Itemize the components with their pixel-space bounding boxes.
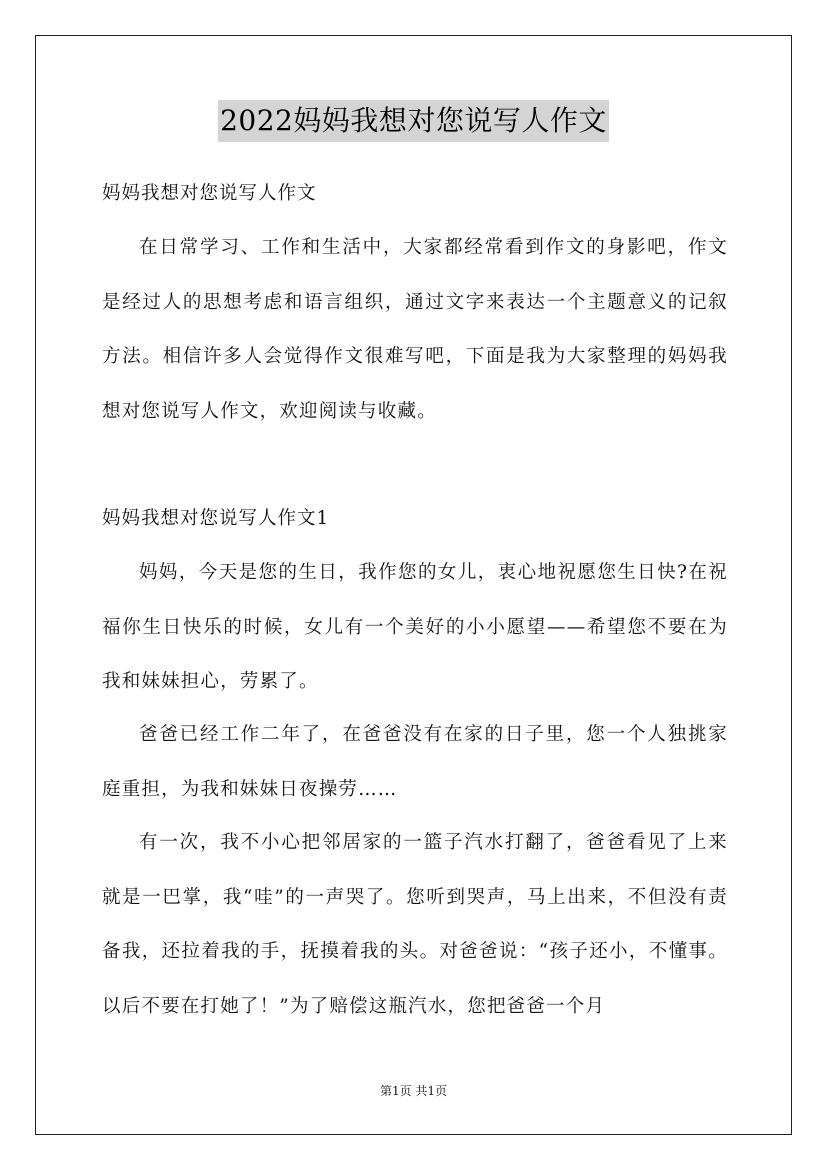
body-paragraph-1: 妈妈，今天是您的生日，我作您的女儿，衷心地祝愿您生日快?在祝福你生日快乐的时候，女儿有一个美好的小小愿望——希望您不要在为我和妹妹担心，劳累了。 (102, 562, 728, 692)
intro-paragraph: 在日常学习、工作和生活中，大家都经常看到作文的身影吧，作文是经过人的思想考虑和语言组织，通过文字来表达一个主题意义的记叙方法。相信许多人会觉得作文很难写吧，下面是我为大家整理的妈妈我想对您说写人作文，欢迎阅读与收藏。 (102, 237, 728, 422)
document-title: 2022妈妈我想对您说写人作文 (218, 100, 609, 142)
body-paragraph-3: 有一次，我不小心把邻居家的一篮子汽水打翻了，爸爸看见了上来就是一巴掌，我“哇”的一声哭了。您听到哭声，马上出来，不但没有责备我，还拉着我的手，抚摸着我的头。对爸爸说：“孩子还小，不懂事。以后不要在打她了！”为了赔偿这瓶汽水，您把爸爸一个月 (102, 832, 728, 1017)
page-footer: 第1页 共1页 (379, 1084, 448, 1098)
section-heading: 妈妈我想对您说写人作文1 (102, 508, 330, 529)
title-container (0, 100, 827, 142)
body-paragraph-2: 爸爸已经工作二年了，在爸爸没有在家的日子里，您一个人独挑家庭重担，为我和妹妹日夜操劳…… (102, 724, 728, 800)
document-subtitle: 妈妈我想对您说写人作文 (102, 183, 317, 204)
